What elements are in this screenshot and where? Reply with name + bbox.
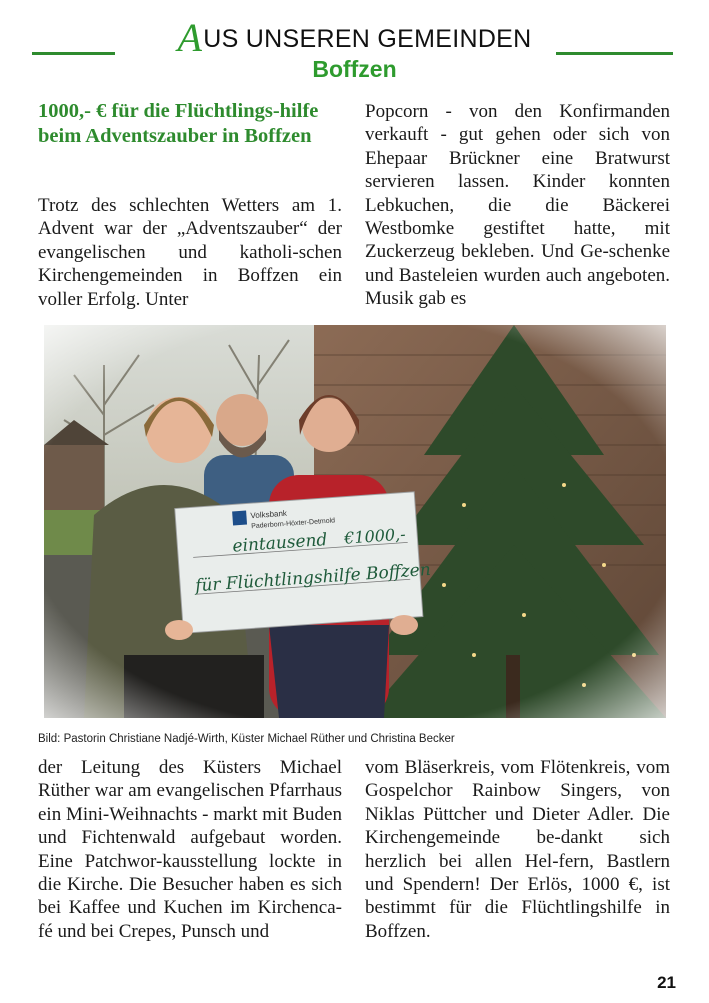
section-title-initial: A [177, 15, 203, 60]
page-number: 21 [657, 973, 676, 992]
section-subtitle: Boffzen [312, 56, 397, 82]
article-column-1 [38, 194, 342, 311]
section-title [0, 14, 709, 61]
article-paragraph: vom Bläserkreis, vom Flötenkreis, vom Gospelchor Rainbow Singers, von Niklas Püttcher und Dieter Adler. Die Kirchengemeinde be-dankt sich herzlich bei allen Hel-fern, Bastlern und Spendern! Der Erlös, 1000 €, ist bestimmt für die Flüchtlingshilfe in Boffzen. [365, 757, 670, 942]
article-photo [44, 325, 666, 718]
article-column-4 [365, 756, 670, 943]
article-headline: 1000,- € für die Flüchtlings-hilfe beim Adventszauber in Boffzen [38, 100, 319, 147]
section-title-rest: US UNSEREN GEMEINDEN [203, 25, 532, 53]
article-paragraph: Trotz des schlechten Wetters am 1. Advent war der „Adventszauber“ der evangelischen und katholi-schen Kirchengemeinden in Boffzen ein voller Erfolg. Unter [38, 195, 342, 310]
article-column-3 [38, 756, 342, 943]
photo-caption: Bild: Pastorin Christiane Nadjé-Wirth, Küster Michael Rüther und Christina Becker [38, 733, 455, 745]
article-column-2 [365, 100, 670, 311]
article-paragraph: der Leitung des Küsters Michael Rüther war am evangelischen Pfarrhaus ein Mini-Weihnachts - markt mit Buden und Fichtenwald aufgebaut worden. Eine Patchwor-kausstellung lockte in die Kirche. Die Besucher haben es sich bei Kaffee und Kuchen im Kirchenca-fé und bei Crepes, Punsch und [38, 757, 342, 942]
article-paragraph: Popcorn - von den Konfirmanden verkauft - gut gehen oder sich von Ehepaar Brückner eine Bratwurst servieren lassen. Kinder konnten Lebkuchen, die die Bäckerei Westbomke gestiftet hatte, mit Zuckerzeug bekleben. Und Ge-schenke und Basteleien wurden auch angeboten. Musik gab es [365, 101, 670, 310]
